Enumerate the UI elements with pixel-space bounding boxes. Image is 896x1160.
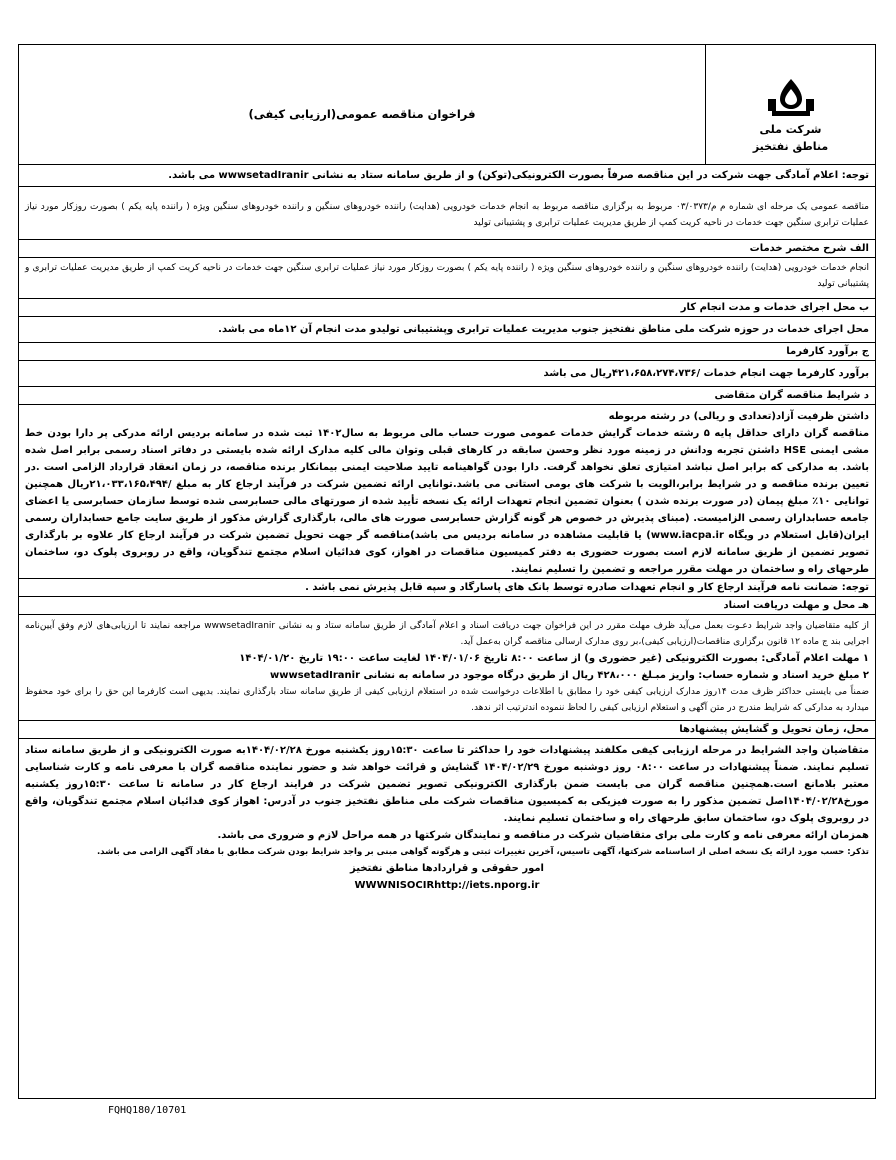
section-c-title: ج برآورد کارفرما xyxy=(19,342,875,361)
section-a-title: الف شرح مختصر خدمات xyxy=(19,239,875,258)
footer-url[interactable]: WWWNISOCIRhttp://iets.nporg.ir xyxy=(354,880,540,891)
section-e-title: هـ محل و مهلت دریافت اسناد xyxy=(19,596,875,615)
section-f-small: تذکر: حسب مورد ارائه یک نسخه اصلی از اساسنامه شرکتها، آگهی تاسیس، آخرین تغییرات ثبتی و هرگونه گواهی مبنی بر واجد شرایط بودن شرکت مطابق با مفاد آگهی الزامی می باشد. xyxy=(96,847,869,857)
intro-text: مناقصه عمومی یک مرحله ای شماره م م/۰۳/۰۳۷۳ مربوط به برگزاری مناقصه مربوط به انجام خدمات خودرویی (هدایت) راننده خودروهای سنگین و راننده خودروهای سنگین ویژه ( راننده پایه یکم ) بصورت روزکار مورد نیاز عملیات ترابری سنگین جهت خدمات در ناحیه کریت کمپ از طریق مدیریت عملیات ترابری و پشتیبانی تولید xyxy=(25,202,869,228)
section-d-text2: مناقصه گران دارای حداقل پایه ۵ رشته خدمات گرایش خدمات عمومی صورت حساب مالی مربوط به سال۱۴۰۲ ثبت شده در سامانه بردیس ارائه مدرکی پر دارا بودن خط مشی ایمنی HSE داشتن تجربه ودانش در زمینه مورد نظر وحسن سابقه در کارهای قبلی وتوان مالی کلیه مدارک ارائه شده بایستی در دفاتر اسناد رسمی برابر اصل شده باشد. به مدارکی که برابر اصل نباشد امتیازی تعلق نخواهد گرفت. دارا بودن گواهینامه تایید صلاحیت ایمنی بیمانکار برنده مناقصه، در زمان انعقاد قرارداد الزامی است .در تعیین برنده مناقصه و در شرایط برابر،الویت با شرکت های بومی استانی می باشد.توانایی ارائه تضمین شرکت در فرآیند ارجاع کار به مبلغ /۲۱،۰۳۳،۱۶۵،۴۹۴ریال همچنین توانایی ۱۰٪ مبلغ پیمان (در صورت برنده شدن ) بعنوان تضمین انجام تعهدات ارائه یک نسخه تأیید شده از صورتهای مالی حسابرسی شده توسط سازمان حسابرسی یا اعضای جامعه حسابداران رسمی الزامیست. (مبنای پذیرش در خصوص هر گونه گزارش حسابرسی صورت های مالی، بارگذاری گزارش مذکور از طریق سایت جامع حسابداران رسمی ایران(قابل استعلام در ویگاه www.iacpa.ir) یا قابلیت مشاهده در سامانه بردیس می باشد)مناقصه گر جهت تحویل تضمین شرکت در فرآیند ارجاع کار علاوه بر بارگذاری تصویر تضمین از طریق سامانه لازم است بصورت حضوری به دفتر کمیسیون مناقصات در اهواز، کوی فدائیان اسلام مجتمع تندگویان، واقع در روبروی پلوک دو، ساختمان طرحهای راه و ساختمان در مهلت مقرر مراجعه و تضمین را تسلیم نمایند. xyxy=(25,428,870,575)
section-e-item1: ۱ مهلت اعلام آمادگی: بصورت الکترونیکی (غیر حضوری و) از ساعت ۸:۰۰ تاریخ ۱۴۰۴/۰۱/۰۶ لغایت ساعت ۱۹:۰۰ تاریخ ۱۴۰۴/۰۱/۲۰ xyxy=(239,653,869,664)
document-code: FQHQ180/10701 xyxy=(108,1105,187,1116)
section-e-text2: ضمناً می بایستی حداکثر ظرف مدت ۱۴روز مدارک ارزیابی کیفی خود را مطابق با اطلاعات درخواست شده در استعلام ارزیابی کیفی از طریق سامانه ستاد بارگذاری نمایند. بدیهی است کارفرما این حق را برای خود محفوظ میدارد به مدارکی که شرایط مندرج در متن آگهی و استعلام ارزیابی کیفی را لحاظ ننموده اندترتیب اثر ندهد. xyxy=(25,687,869,713)
section-f-text: متقاضیان واجد الشرایط در مرحله ارزیابی کیفی مکلفند پیشنهادات خود را حداکثر تا ساعت ۱۵:۳۰روز یکشنبه مورخ ۱۴۰۴/۰۲/۲۸به صورت الکترونیکی و از طریق سامانه ستاد تسلیم نمایند. ضمناً پیشنهادات در ساعت ۰۸:۰۰ روز دوشنبه مورخ ۱۴۰۴/۰۲/۲۹ گشایش و قرائت خواهد شد و حضور نماینده مناقصه گران با معرفی نامه و کارت شناسایی معتبر بلامانع است.همچنین مناقصه گران می بایست ضمن بارگذاری الکترونیکی تصویر تضمین شرکت در فرایند ارجاع کار در سامانه تا ساعت ۱۵:۳۰روز یکشنبه مورخ۱۴۰۴/۰۲/۲۸اصل تضمین مذکور را به صورت فیزیکی به کمیسیون مناقصات شرکت ملی مناطق نفتخیز جنوب در آدرس: اهواز کوی فدائیان اسلام مجتمع تندگویان، واقع در روبروی پلوک دو، ساختمان سابق طرحهای راه و ساختمان تسلیم نمایند. xyxy=(25,745,869,824)
section-e-text: از کلیه متقاضیان واجد شرایط دعـوت بعمل می‌آید ظرف مهلت مقرر در این فراخوان جهت دریافت اسناد و اعلام آمادگی از طریق سامانه ستاد و به نشانی wwwsetadIranir مراجعه نمایند تا ارزیابی‌های لازم وفق آیین‌نامه اجرایی بند ج ماده ۱۲ قانون برگزاری مناقصات(ارزیابی کیفی)،بر روی مدارک ارسالی مناقصه گران به‌عمل آید. xyxy=(25,621,869,647)
section-d-note: توجه: ضمانت نامه فرآیند ارجاع کار و انجام تعهدات صادره توسط بانک های پاسارگاد و سپه قابل پذیرش نمی باشد . xyxy=(19,578,875,596)
company-name-line2: مناطق نفتخیز xyxy=(752,140,829,153)
section-b-title: ب محل اجرای خدمات و مدت انجام کار xyxy=(19,298,875,317)
section-f-title: محل، زمان تحویل و گشایش پیشنهادها xyxy=(19,720,875,739)
notice-body xyxy=(19,165,875,894)
logo-box xyxy=(705,45,875,165)
header xyxy=(19,45,875,165)
top-notice: توجه: اعلام آمادگی جهت شرکت در این مناقصه صرفاً بصورت الکترونیکی(توکن) و از طریق سامانه ستاد به نشانی wwwsetadIranir می باشد. xyxy=(168,170,869,181)
nioc-logo-icon xyxy=(766,77,816,119)
section-d-title: د شرایط مناقصه گران متقاضی xyxy=(19,386,875,405)
footer-dept: امور حقوقی و قراردادها مناطق نفتخیز xyxy=(350,863,544,874)
section-d-text1: داشتن ظرفیت آزاد(تعدادی و ریالی) در رشته مربوطه xyxy=(608,411,869,422)
section-f-note: همزمان ارائه معرفی نامه و کارت ملی برای متقاضیان شرکت در مناقصه و نمایندگان شرکتها در همه مراحل لازم و ضروری می باشد. xyxy=(217,830,869,841)
notice-frame xyxy=(18,44,876,1099)
section-c-text: برآورد کارفرما جهت انجام خدمات /۴۲۱،۶۵۸،۲۷۴،۷۳۶ریال می باشد xyxy=(543,368,869,379)
section-e-item2: ۲ مبلغ خرید اسناد و شماره حساب: واریز مبـلغ ۴۲۸،۰۰۰ ریال از طریق درگاه موجود در سامانه به نشانی wwwsetadIranir xyxy=(270,670,869,681)
section-a-text: انجام خدمات خودرویی (هدایت) راننده خودروهای سنگین و راننده خودروهای سنگین ویژه ( راننده پایه یکم ) بصورت روزکار مورد نیاز عملیات ترابری سنگین جهت خدمات در ناحیه کریت کمپ از طریق مدیریت عملیات ترابری و پشتیبانی تولید xyxy=(25,263,869,289)
section-b-text: محل اجرای خدمات در حوزه شرکت ملی مناطق نفتخیز جنوب مدیریت عملیات ترابری وپشتیبانی تولیدو مدت انجام آن ۱۲ماه می باشد. xyxy=(218,324,869,335)
company-name-line1: شرکت ملی xyxy=(759,123,822,136)
page-title: فراخوان مناقصه عمومی(ارزیابی کیفی) xyxy=(248,107,476,121)
